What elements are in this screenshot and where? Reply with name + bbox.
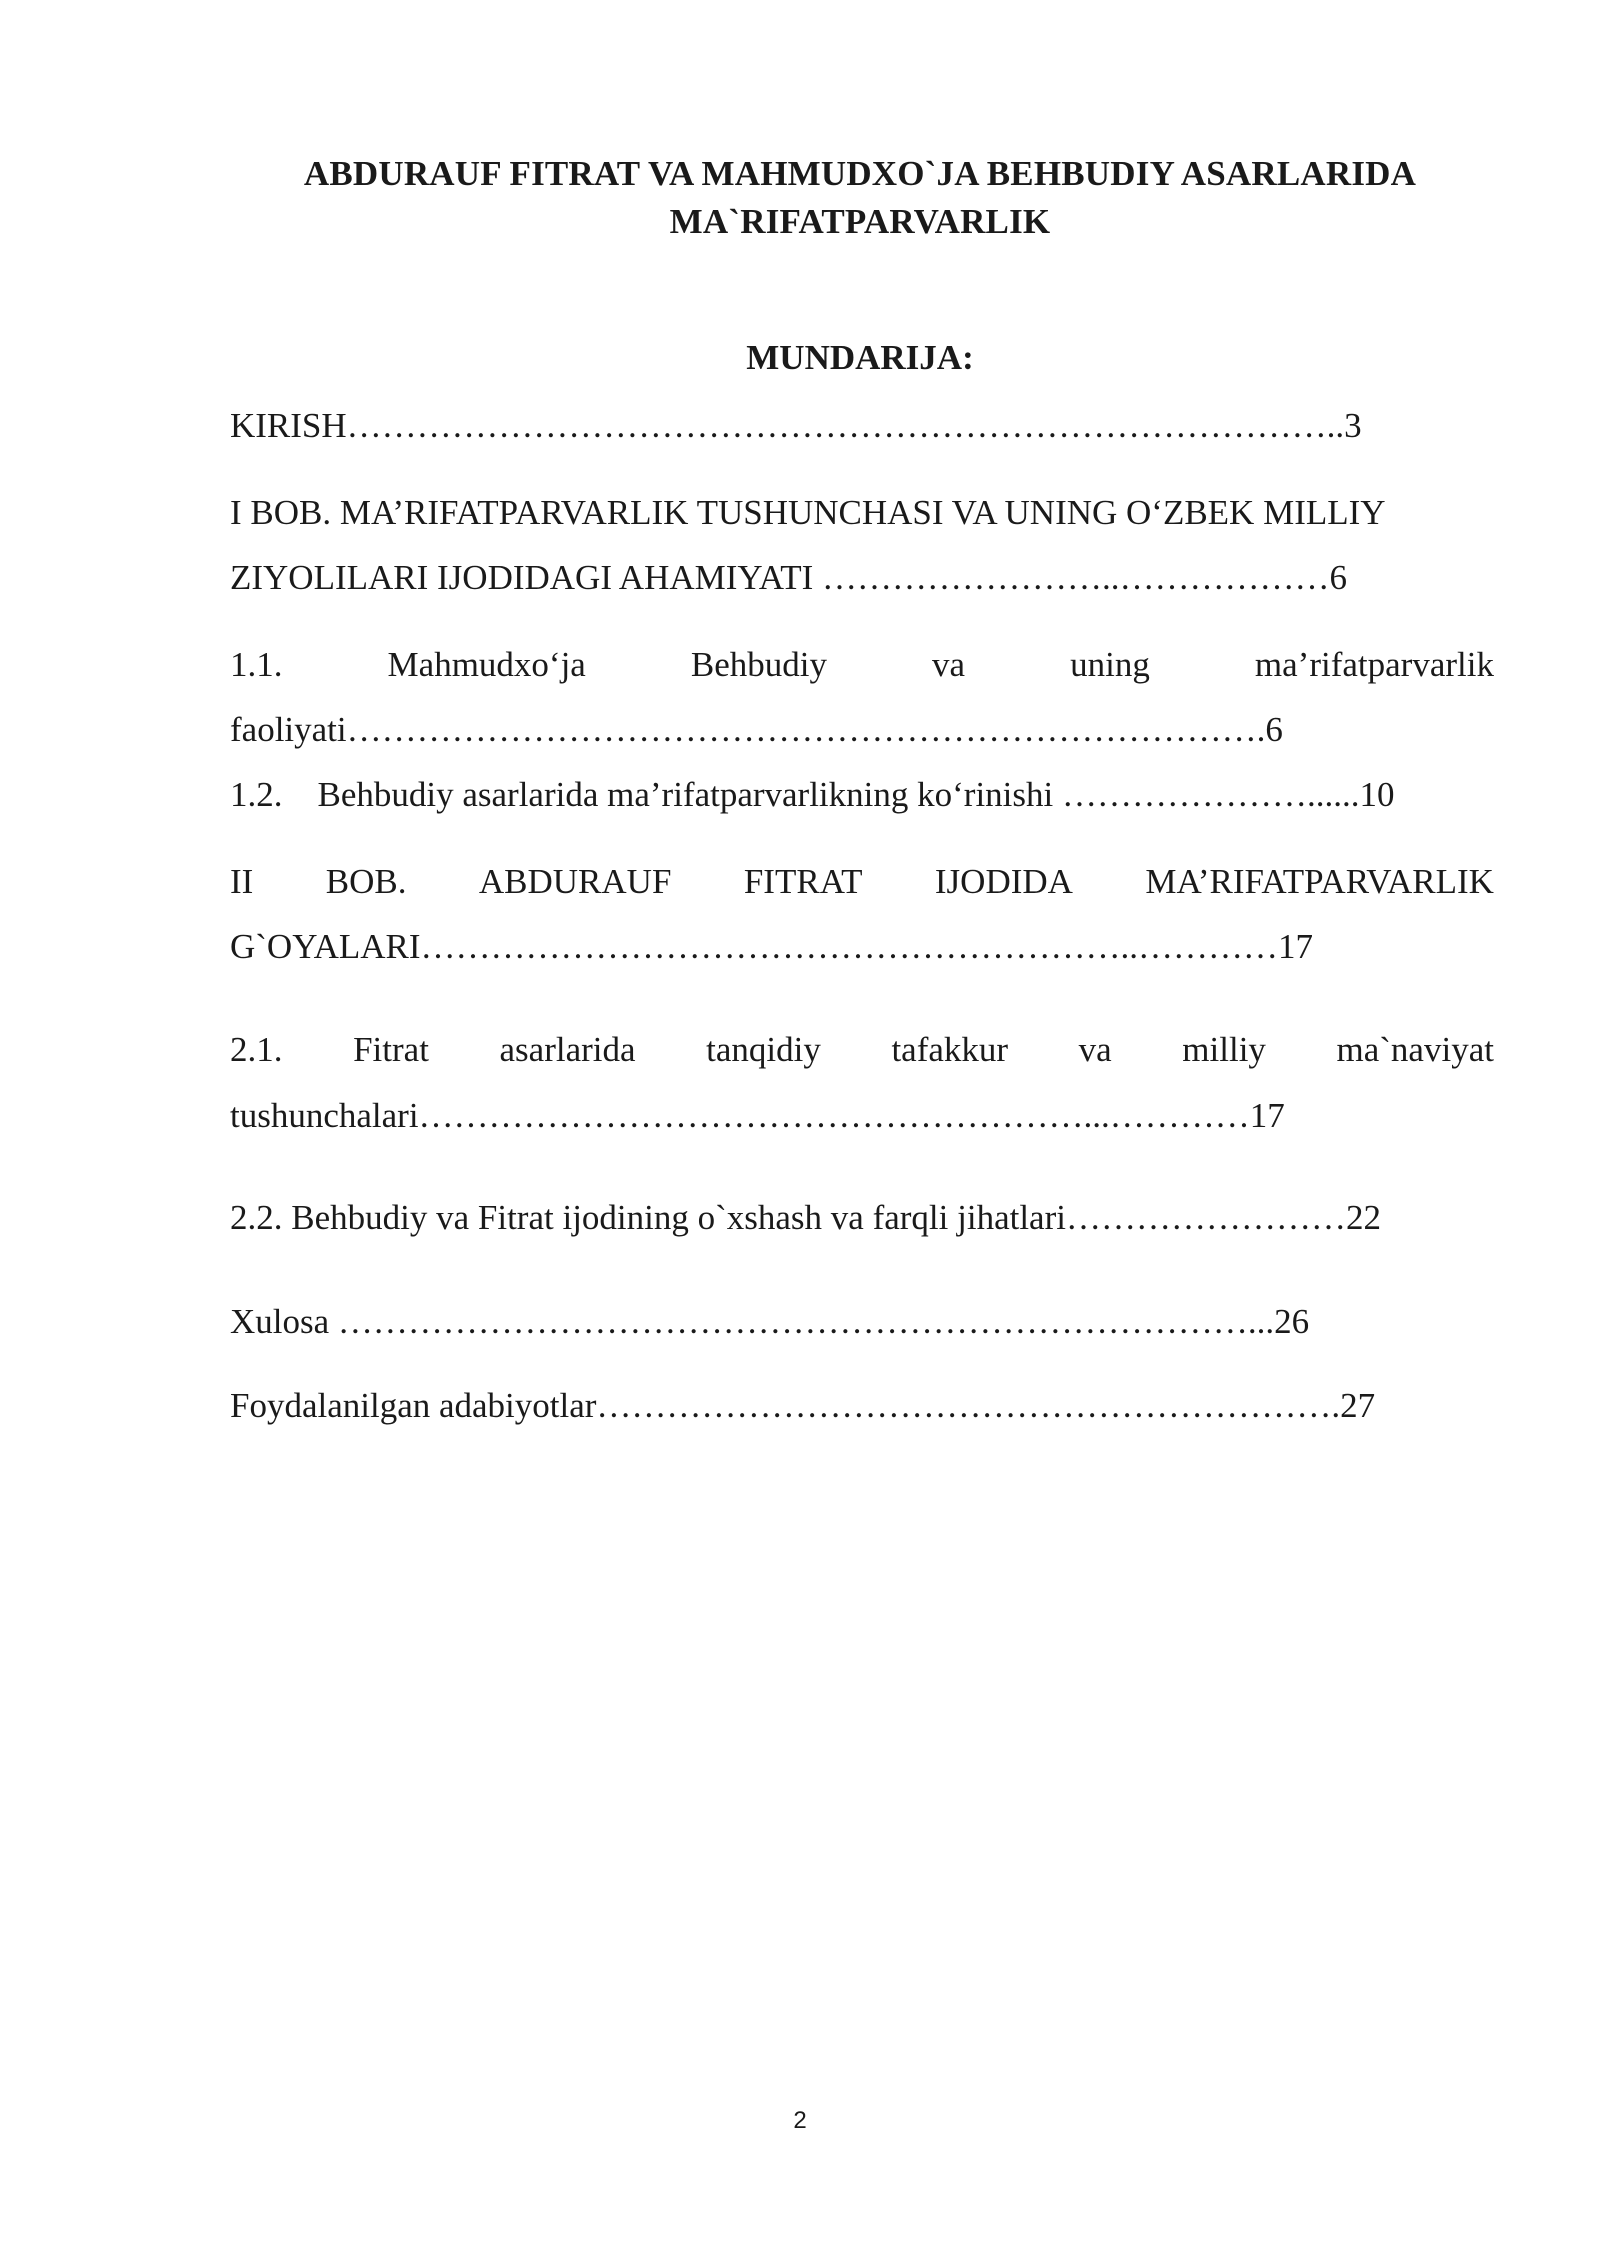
toc-word: va xyxy=(1078,1030,1112,1069)
toc-word: milliy xyxy=(1182,1030,1266,1069)
toc-word: Behbudiy xyxy=(690,645,827,684)
title-line-1: ABDURAUF FITRAT VA MAHMUDXO`JA BEHBUDIY ASARLARIDA xyxy=(303,154,1417,193)
toc-word: 2.1. xyxy=(230,1030,283,1069)
toc-word: asarlarida xyxy=(499,1030,636,1069)
toc-word: va xyxy=(932,645,966,684)
toc-word: BOB. xyxy=(325,862,407,901)
toc-word: II xyxy=(230,862,254,901)
toc-word: uning xyxy=(1070,645,1150,684)
toc-entry-1-1-line2: faoliyati…………………………………………………………………….6 xyxy=(230,710,1283,749)
toc-entry-xulosa: Xulosa ……………………………………………………………………...26 xyxy=(230,1302,1310,1341)
toc-entry-bob2-line1 xyxy=(230,860,1494,904)
toc-entry-kirish: KIRISH…………………………………………………………………………..3 xyxy=(230,406,1362,445)
toc-word: tafakkur xyxy=(891,1030,1009,1069)
toc-heading: MUNDARIJA: xyxy=(746,338,974,377)
toc-word: ma’rifatparvarlik xyxy=(1254,645,1494,684)
toc-word: ABDURAUF xyxy=(478,862,672,901)
document-title xyxy=(230,150,1490,246)
toc-entry-bob1-line2: ZIYOLILARI IJODIDAGI AHAMIYATI ……………………..………………6 xyxy=(230,558,1347,597)
toc-word: FITRAT xyxy=(743,862,863,901)
toc-word: ma`naviyat xyxy=(1336,1030,1494,1069)
toc-word: Mahmudxo‘ja xyxy=(387,645,586,684)
toc-word: Fitrat xyxy=(353,1030,429,1069)
toc-entry-2-1-line2: tushunchalari…………………………………………………...…………17 xyxy=(230,1096,1285,1135)
toc-entry-1-2: 1.2. Behbudiy asarlarida ma’rifatparvarlikning ko‘rinishi …………………......10 xyxy=(230,775,1395,814)
toc-word: IJODIDA xyxy=(934,862,1073,901)
toc-entry-2-2: 2.2. Behbudiy va Fitrat ijodining o`xshash va farqli jihatlari……………………22 xyxy=(230,1198,1381,1237)
page-number: 2 xyxy=(793,2107,807,2134)
toc-entry-bob1-line1: I BOB. MA’RIFATPARVARLIK TUSHUNCHASI VA UNING O‘ZBEK MILLIY xyxy=(230,493,1386,532)
toc-word: tanqidiy xyxy=(706,1030,821,1069)
toc-word: MA’RIFATPARVARLIK xyxy=(1145,862,1494,901)
toc-word: 1.1. xyxy=(230,645,283,684)
toc-entry-bob2-line2: G`OYALARI……………………………………………………..…………17 xyxy=(230,927,1314,966)
toc-entry-1-1-line1 xyxy=(230,643,1494,687)
toc-entry-adabiyotlar: Foydalanilgan adabiyotlar……………………………………………………….27 xyxy=(230,1386,1376,1425)
toc-entry-2-1-line1 xyxy=(230,1028,1494,1072)
title-line-2: MA`RIFATPARVARLIK xyxy=(669,202,1051,241)
